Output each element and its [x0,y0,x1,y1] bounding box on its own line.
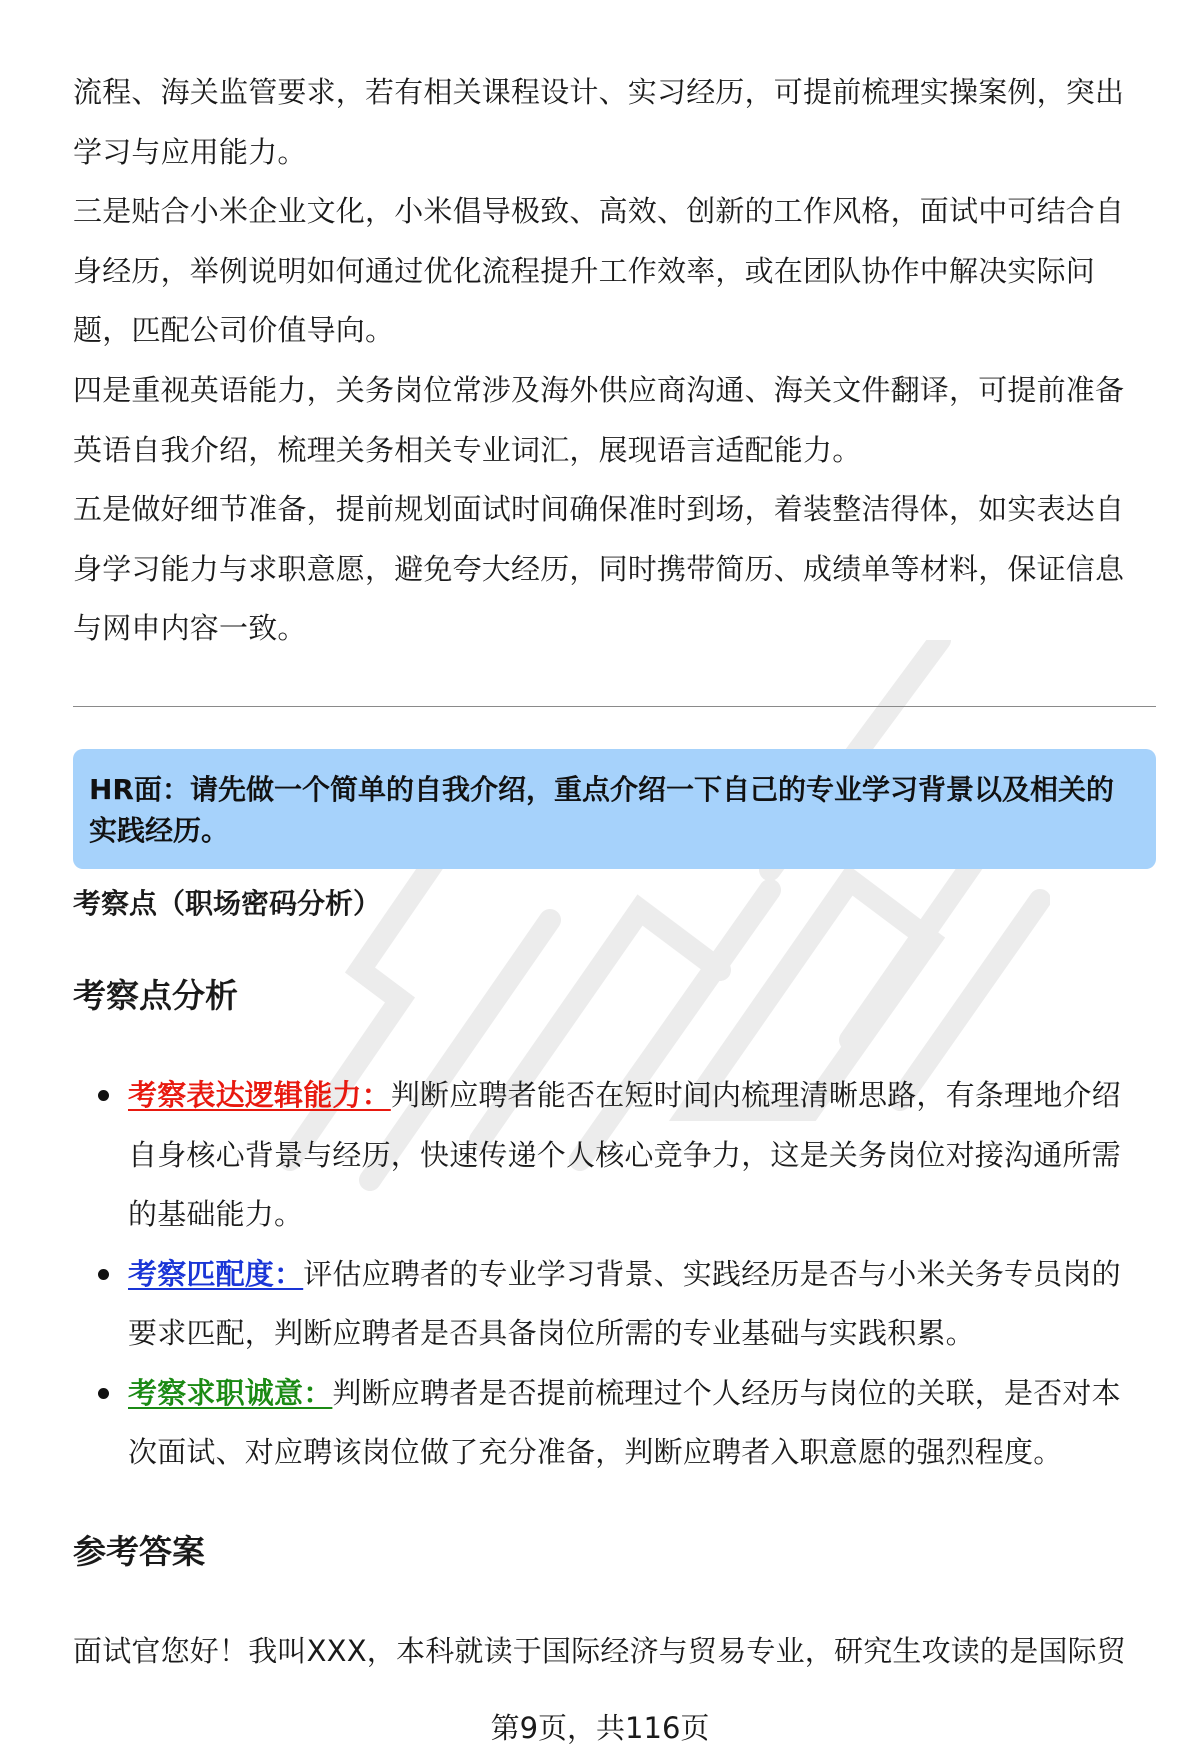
bullet-keyword: 考察匹配度： [128,1256,304,1291]
bullet-text: 评估应聘者的专业学习背景、实践经历是否与小米关务专员岗的要求匹配，判断应聘者是否具备岗位所需的专业基础与实践积累。 [128,1256,1121,1350]
paragraph-intro-2: 三是贴合小米企业文化，小米倡导极致、高效、创新的工作风格，面试中可结合自身经历，举例说明如何通过优化流程提升工作效率，或在团队协作中解决实际问题，匹配公司价值导向。 [73,194,1125,347]
section-divider [73,706,1156,707]
bullet-keyword: 考察求职诚意： [128,1375,333,1410]
sub-heading: 考察点（职场密码分析） [73,887,382,920]
paragraph-intro-1: 流程、海关监管要求，若有相关课程设计、实习经历，可提前梳理实操案例，突出学习与应用能力。 [73,75,1125,169]
analysis-list [128,1066,1148,1483]
analysis-heading: 考察点分析 [73,976,238,1015]
bullet-text: 判断应聘者是否提前梳理过个人经历与岗位的关联，是否对本次面试、对应聘该岗位做了充分准备，判断应聘者入职意愿的强烈程度。 [128,1375,1121,1469]
answer-paragraph: 面试官您好！我叫XXX，本科就读于国际经济与贸易专业，研究生攻读的是国际贸 [73,1634,1127,1668]
list-item [128,1364,1148,1483]
paragraph-intro-3: 四是重视英语能力，关务岗位常涉及海外供应商沟通、海关文件翻译，可提前准备英语自我介绍，梳理关务相关专业词汇，展现语言适配能力。 [73,373,1125,467]
answer-heading: 参考答案 [73,1532,205,1571]
bullet-icon [98,1090,109,1101]
question-box [73,749,1156,869]
page-number: 第9页，共116页 [490,1711,710,1745]
bullet-icon [98,1388,109,1399]
bullet-icon [98,1269,109,1280]
list-item [128,1066,1148,1245]
bullet-text: 判断应聘者能否在短时间内梳理清晰思路，有条理地介绍自身核心背景与经历，快速传递个人核心竞争力，这是关务岗位对接沟通所需的基础能力。 [128,1078,1121,1231]
question-text: HR面：请先做一个简单的自我介绍，重点介绍一下自己的专业学习背景以及相关的实践经历。 [89,773,1114,847]
list-item [128,1245,1148,1364]
bullet-keyword: 考察表达逻辑能力： [128,1078,391,1112]
paragraph-intro-4: 五是做好细节准备，提前规划面试时间确保准时到场，着装整洁得体，如实表达自身学习能力与求职意愿，避免夸大经历，同时携带简历、成绩单等材料，保证信息与网申内容一致。 [73,492,1125,645]
